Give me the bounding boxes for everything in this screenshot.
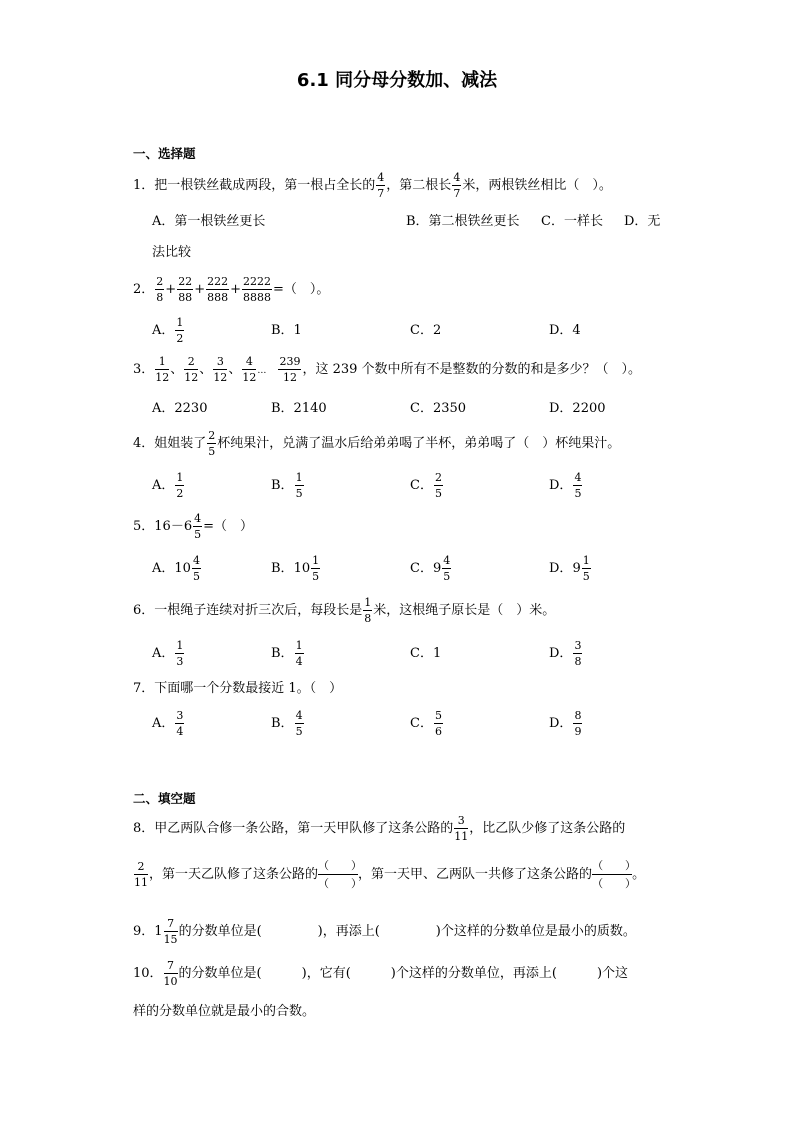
option-b: B．第二根铁丝更长 [406,214,520,229]
question-text: 杯纯果汁，兑满了温水后给弟弟喝了半杯，弟弟喝了（ ）杯纯果汁。 [217,436,621,451]
option-a: A． $\frac{3}{4}$ [152,709,184,738]
question-number: 4． [133,436,155,451]
question-text: 甲乙两队合修一条公路，第一天甲队修了这条公路的 [154,821,454,836]
question-4 [133,430,620,457]
question-number: 7． [133,681,155,696]
question-6 [133,597,555,624]
question-number: 5． [133,519,155,534]
fraction: $\frac{4}{7}$ [377,171,385,200]
question-1 [133,172,612,199]
option-b: B．1 [271,323,302,338]
option-a: A．2230 [152,401,208,416]
fraction: $\frac{4}{5}$ [194,512,202,541]
question-2 [133,276,329,303]
section-heading-fill: 二、填空题 [133,791,196,806]
question-number: 3． [133,362,155,377]
option-d: D．无 [624,214,661,229]
question-text: 姐姐装了 [154,436,207,451]
question-3: 3． $\frac{1}{12}$ 、 $\frac{2}{12}$ 、 $\frac{3}{12}$ 、 $\frac{4}{12}$ … $\frac{239}{12}$ ，这 239 个数中所有不是整数的分数的和是多少？（ ）。 [133,355,642,384]
fraction: $\frac{1}{8}$ [364,596,372,625]
fraction: $\frac{222}{888}$ [207,275,229,304]
question-text: 米，这根绳子原长是（ ）米。 [373,603,556,618]
page-title: 6.1 同分母分数加、减法 [296,70,498,91]
question-text: 16－6 [154,519,193,534]
question-text: =（ ）。 [273,282,330,297]
question-7 [133,682,342,695]
fraction: $\frac{2222}{8888}$ [243,275,271,304]
fraction: $\frac{4}{7}$ [453,171,461,200]
fraction: $\frac{7}{15}$ [163,917,178,946]
plus-sign: + [230,282,241,297]
option-a: A．第一根铁丝更长 [152,214,266,229]
option-d: D． $\frac{3}{8}$ [549,639,582,668]
option-b: B． $\frac{1}{5}$ [271,471,303,500]
question-text: =（ ） [203,519,254,534]
option-c: C． $\frac{2}{5}$ [410,471,442,500]
option-d: D． $\frac{4}{5}$ [549,471,582,500]
question-text: )，它有( [301,966,351,981]
question-text: 米，两根铁丝相比（ ）。 [462,178,612,193]
fraction: $\frac{2}{11}$ [134,860,148,889]
question-text: )个这样的分数单位，再添上( [390,966,557,981]
question-10-line-2: 样的分数单位就是最小的合数。 [133,1004,316,1019]
option-d: D． $\frac{8}{9}$ [549,709,582,738]
question-number: 1． [133,178,155,193]
question-number: 6． [133,603,155,618]
question-number: 2． [133,282,155,297]
fraction: $\frac{22}{88}$ [178,275,193,304]
option-c: C． $\frac{5}{6}$ [410,709,442,738]
option-c: C．9 $\frac{4}{5}$ [410,554,451,583]
option-a: A． $\frac{1}{3}$ [152,639,184,668]
option-d: D．4 [549,323,581,338]
option-d: D．2200 [549,401,606,416]
fraction: $\frac{2}{12}$ [184,355,199,384]
option-b: B． $\frac{4}{5}$ [271,709,303,738]
fraction-answer-blank[interactable]: （ ） （ ） [318,859,363,890]
option-b: B．2140 [271,401,327,416]
option-c: C．2350 [410,401,467,416]
question-9: 9．1 $\frac{7}{15}$ 的分数单位是( )，再添上( )个这样的分数单位是最小的质数。 [133,917,636,946]
question-text: )个这样的分数单位是最小的质数。 [435,924,636,939]
fraction-answer-blank[interactable]: （ ） （ ） [592,859,637,890]
plus-sign: + [194,282,206,297]
question-text: 把一根铁丝截成两段，第一根占全长的 [154,178,376,193]
fraction: $\frac{7}{10}$ [163,959,178,988]
option-d: D．9 $\frac{1}{5}$ [549,554,590,583]
option-d-continued: 法比较 [152,245,192,260]
question-text: ，比乙队少修了这条公路的 [469,821,626,836]
question-text: ，这 239 个数中所有不是整数的分数的和是多少？（ ）。 [302,362,642,377]
plus-sign: + [165,282,177,297]
question-text: 的分数单位是( [178,924,262,939]
question-text: 第一天乙队修了这条公路的 [162,867,319,882]
option-a: A． $\frac{1}{2}$ [152,316,184,345]
question-10 [133,960,628,987]
fraction: $\frac{4}{12}$ [242,355,257,384]
option-a: A．10 $\frac{4}{5}$ [152,554,200,583]
option-c: C．2 [410,323,442,338]
fraction: $\frac{3}{11}$ [454,814,469,843]
question-text: )，再添上( [317,924,380,939]
question-text: 下面哪一个分数最接近 1。（ ） [154,681,343,696]
question-number: 9． [133,924,155,939]
question-text: 第一天甲、乙两队一共修了这条公路的 [371,867,593,882]
question-text: 的分数单位是( [178,966,262,981]
fraction: $\frac{239}{12}$ [279,355,301,384]
fraction: $\frac{2}{5}$ [208,429,216,458]
question-5 [133,513,253,540]
question-text: )个这 [596,966,629,981]
option-c: C．1 [410,646,442,661]
option-a: A． $\frac{1}{2}$ [152,471,184,500]
question-text: 一根绳子连续对折三次后，每段长是 [154,603,363,618]
fraction: $\frac{1}{12}$ [155,355,170,384]
option-b: B．10 $\frac{1}{5}$ [271,554,320,583]
option-c: C．一样长 [541,214,603,229]
question-8-line-2: $\frac{2}{11}$ ，第一天乙队修了这条公路的 （ ） （ ） ，第一天甲、乙两队一共修了这条公路的 （ ） （ ） 。 [134,859,646,890]
section-heading-choice: 一、选择题 [133,146,196,161]
fraction: $\frac{3}{12}$ [213,355,228,384]
question-number: 10． [133,966,163,981]
question-8 [133,815,625,842]
option-b: B． $\frac{1}{4}$ [271,639,303,668]
question-text: ，第二根长 [386,178,452,193]
fraction: $\frac{2}{8}$ [156,275,164,304]
question-number: 8． [133,821,155,836]
